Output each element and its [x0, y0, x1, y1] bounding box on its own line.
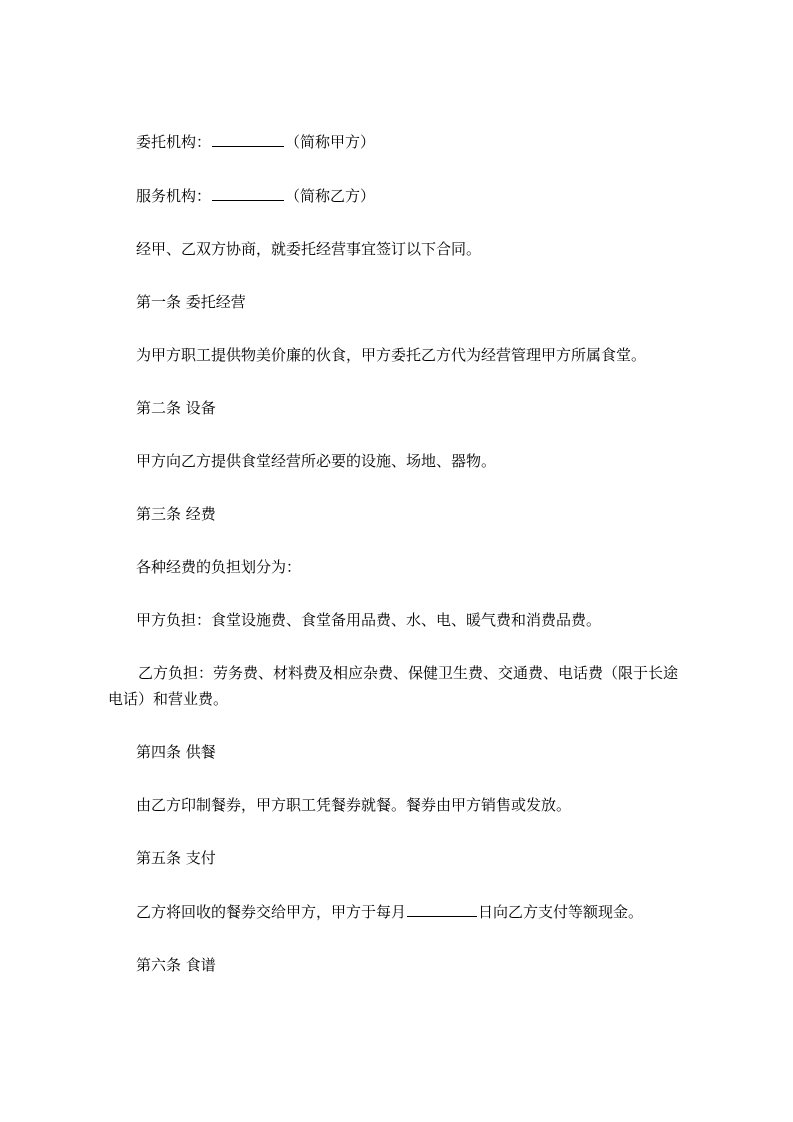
article-2-text: 甲方向乙方提供食堂经营所必要的设施、场地、器物。 [136, 452, 497, 470]
article-3-heading: 第三条 经费 [136, 505, 216, 523]
article-4-heading: 第四条 供餐 [136, 743, 216, 761]
article-2-heading: 第二条 设备 [136, 399, 216, 417]
document-body [108, 128, 688, 978]
article-1-text: 为甲方职工提供物美价廉的伙食，甲方委托乙方代为经营管理甲方所属食堂。 [136, 346, 647, 364]
article-3-intro: 各种经费的负担划分为： [136, 558, 302, 576]
client-party-blank [212, 128, 284, 147]
client-party-suffix: （简称甲方） [285, 133, 376, 151]
article-1-heading: 第一条 委托经营 [136, 293, 246, 311]
service-party-label: 服务机构： [136, 187, 212, 205]
article-5-text-start: 乙方将回收的餐券交给甲方，甲方于每月 [136, 903, 407, 921]
article-3-party-b: 乙方负担：劳务费、材料费及相应杂费、保健卫生费、交通费、电话费（限于长途电话）和营业费。 [108, 664, 679, 708]
article-6-heading: 第六条 食谱 [136, 956, 216, 974]
payment-day-blank [407, 898, 477, 917]
preamble: 经甲、乙双方协商，就委托经营事宜签订以下合同。 [136, 240, 482, 258]
article-4-text: 由乙方印制餐券，甲方职工凭餐券就餐。餐券由甲方销售或发放。 [136, 796, 572, 814]
service-party-suffix: （简称乙方） [285, 187, 376, 205]
service-party-blank [212, 182, 284, 201]
article-5-heading: 第五条 支付 [136, 849, 216, 867]
article-5-text [108, 898, 688, 925]
article-5-text-end: 日向乙方支付等额现金。 [478, 903, 644, 921]
service-party-line [108, 182, 688, 209]
client-party-line [108, 128, 688, 155]
article-3-party-a: 甲方负担：食堂设施费、食堂备用品费、水、电、暖气费和消费品费。 [136, 611, 602, 629]
client-party-label: 委托机构： [136, 133, 212, 151]
